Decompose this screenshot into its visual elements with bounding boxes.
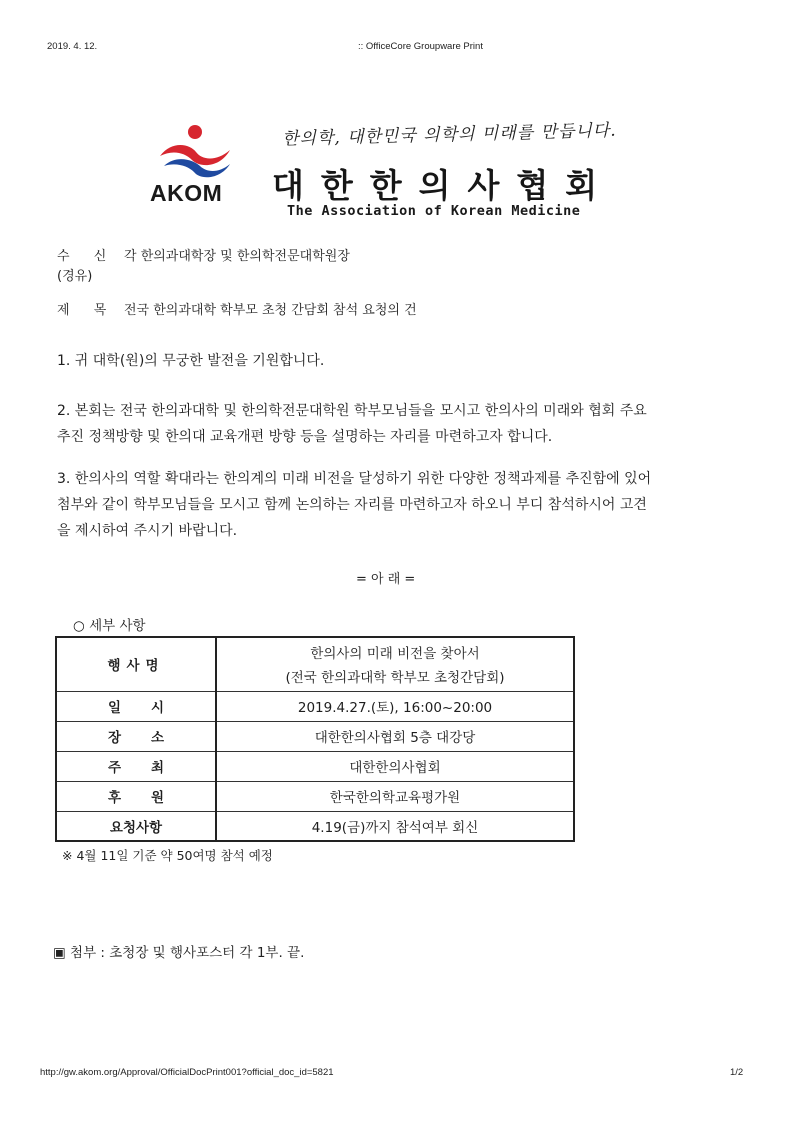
- row-key-sponsor: 후원: [56, 781, 216, 811]
- event-name-line-2: (전국 한의과대학 학부모 초청간담회): [285, 670, 505, 687]
- akom-logo-icon: [150, 122, 240, 182]
- row-value-datetime: 2019.4.27.(토), 16:00~20:00: [216, 691, 574, 721]
- akom-logo-text: AKOM: [150, 180, 223, 206]
- print-date: 2019. 4. 12.: [47, 41, 98, 52]
- row-value-host: 대한한의사협회: [216, 751, 574, 781]
- paragraph-3-line-2: 첨부와 같이 학부모님들을 모시고 함께 논의하는 자리를 마련하고자 하오니 부디 참석하시어 고견: [57, 497, 647, 513]
- below-heading: = 아 래 =: [356, 572, 416, 587]
- recipient-label: 수 신: [57, 249, 117, 264]
- footer-page-number: 1/2: [730, 1067, 744, 1078]
- row-value-venue: 대한한의사협회 5층 대강당: [216, 721, 574, 751]
- row-key-datetime: 일시: [56, 691, 216, 721]
- paragraph-1: 1. 귀 대학(원)의 무궁한 발전을 기원합니다.: [57, 353, 325, 369]
- event-name-line-1: 한의사의 미래 비전을 찾아서: [310, 646, 480, 663]
- attachment-line: ▣ 첨부 : 초청장 및 행사포스터 각 1부. 끝.: [53, 945, 305, 961]
- table-row: [56, 751, 574, 781]
- paragraph-3-line-3: 을 제시하여 주시기 바랍니다.: [57, 523, 238, 539]
- recipient-value: 각 한의과대학장 및 한의학전문대학원장: [124, 249, 350, 264]
- table-row: [56, 811, 574, 841]
- paragraph-3-line-1: 3. 한의사의 역할 확대라는 한의계의 미래 비전을 달성하기 위한 다양한 정책과제를 추진함에 있어: [57, 471, 652, 487]
- table-row: [56, 721, 574, 751]
- attendance-note: ※ 4월 11일 기준 약 50여명 참석 예정: [62, 848, 273, 863]
- via-label: (경유): [57, 269, 93, 284]
- details-heading: ○ 세부 사항: [73, 618, 146, 634]
- subject-label: 제 목: [57, 303, 117, 318]
- subject-value: 전국 한의과대학 학부모 초청 간담회 참석 요청의 건: [124, 303, 417, 318]
- table-row: [56, 781, 574, 811]
- row-key-venue: 장소: [56, 721, 216, 751]
- row-value-sponsor: 한국한의학교육평가원: [216, 781, 574, 811]
- table-row: [56, 691, 574, 721]
- paragraph-2: [57, 398, 757, 450]
- table-row: [56, 637, 574, 691]
- paragraph-2-line-2: 추진 정책방향 및 한의대 교육개편 방향 등을 설명하는 자리를 마련하고자 합니다.: [57, 429, 553, 445]
- paragraph-2-line-1: 2. 본회는 전국 한의과대학 및 한의학전문대학원 학부모님들을 모시고 한의사의 미래와 협회 주요: [57, 403, 647, 419]
- row-value-event-name: [216, 637, 574, 691]
- paragraph-3: [57, 466, 757, 544]
- row-value-request: 4.19(금)까지 참석여부 회신: [216, 811, 574, 841]
- row-key-request: 요청사항: [56, 811, 216, 841]
- org-name-korean: 대한한의사협회: [272, 166, 615, 205]
- print-app-title: :: OfficeCore Groupware Print: [358, 41, 483, 52]
- org-name-english: The Association of Korean Medicine: [287, 203, 581, 219]
- row-key-event-name: 행사명: [56, 637, 216, 691]
- footer-url[interactable]: http://gw.akom.org/Approval/OfficialDocPrint001?official_doc_id=5821: [40, 1067, 334, 1078]
- row-key-host: 주최: [56, 751, 216, 781]
- details-table: [55, 636, 575, 842]
- slogan: 한의학, 대한민국 의학의 미래를 만듭니다.: [281, 120, 617, 150]
